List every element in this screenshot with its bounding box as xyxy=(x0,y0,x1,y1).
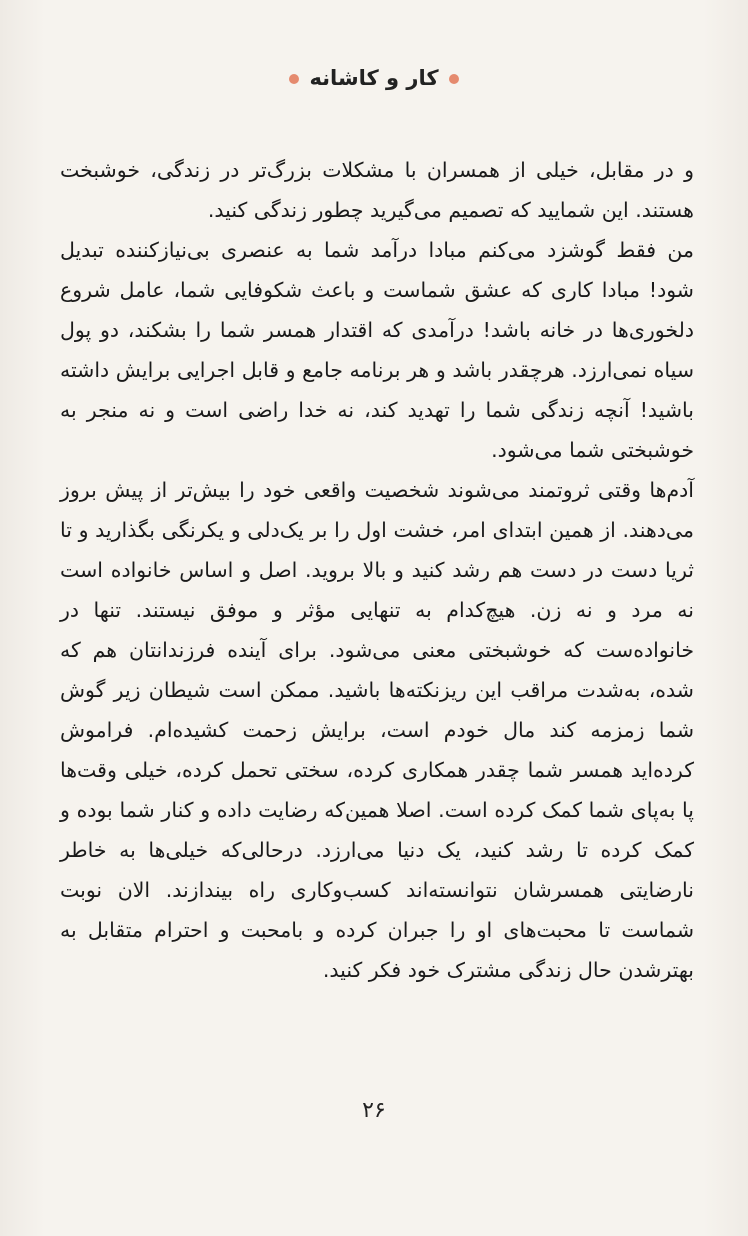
running-header xyxy=(0,66,748,90)
bullet-dot-icon xyxy=(289,74,299,84)
page-number: ۲۶ xyxy=(362,1098,386,1123)
paragraph: من فقط گوشزد می‌کنم مبادا درآمد شما به عنصری بی‌نیازکننده تبدیل شود! مبادا کاری که عشق شماست و باعث شکوفایی شما، عامل شروع دلخوری‌ها در خانه باشد! درآمدی که اقتدار همسر شما را بشکند، دو پول سیاه نمی‌ارزد. هرچقدر باشد و هر برنامه جامع و قابل اجرایی برایش داشته باشید! آنچه زندگی شما را تهدید کند، نه خدا راضی است و نه منجر به خوشبختی شما می‌شود. xyxy=(60,238,694,462)
paragraph: آدم‌ها وقتی ثروتمند می‌شوند شخصیت واقعی خود را بیش‌تر از پیش بروز می‌دهند. از همین ابتدای امر، خشت اول را بر یک‌دلی و یکرنگی بگذارید و تا ثریا دست در دست هم رشد کنید و بالا بروید. اصل و اساس خانواده است نه مرد و نه زن. هیچ‌کدام به تنهایی مؤثر و موفق نیستند. تنها در خانواده‌ست که خوشبختی معنی می‌شود. برای آینده فرزندانتان هم که شده، به‌شدت مراقب این ریزنکته‌ها باشید. ممکن است شیطان زیر گوش شما زمزمه کند مال خودم است، برایش زحمت کشیده‌ام. فراموش کرده‌اید همسر شما چقدر همکاری کرده، سختی تحمل کرده، خیلی وقت‌ها پا به‌پای شما کمک کرده است. اصلا همین‌که رضایت داده و کنار شما بوده و کمک کرده تا رشد کنید، یک دنیا می‌ارزد. درحالی‌که خیلی‌ها به خاطر نارضایتی همسرشان نتوانسته‌اند کسب‌وکاری راه بیندازند. الان نوبت شماست تا محبت‌های او را جبران کرده و بامحبت و احترام متقابل به بهترشدن حال زندگی مشترک خود فکر کنید. xyxy=(60,478,694,982)
chapter-title: کار و کاشانه xyxy=(309,66,439,90)
paragraph: و در مقابل، خیلی از همسران با مشکلات بزرگ‌تر در زندگی، خوشبخت هستند. این شمایید که تصمیم می‌گیرید چطور زندگی کنید. xyxy=(60,158,694,222)
body-text xyxy=(60,150,694,990)
bullet-dot-icon xyxy=(449,74,459,84)
